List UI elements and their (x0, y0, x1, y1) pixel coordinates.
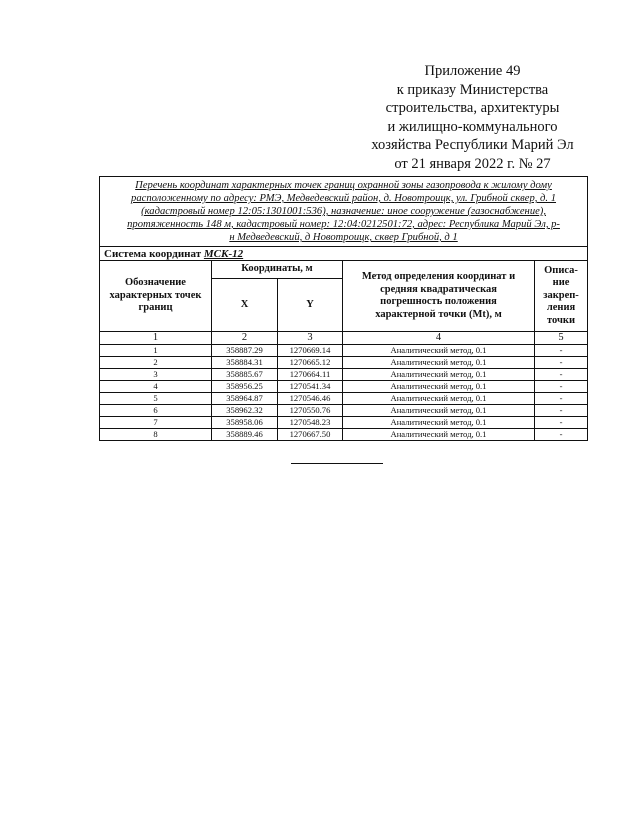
desc-cell: - (535, 417, 588, 429)
y-cell: 1270541.34 (278, 381, 343, 393)
title-line: Перечень координат характерных точек границ охранной зоны газопровода к жилому дому (135, 180, 552, 191)
x-cell: 358958.06 (212, 417, 278, 429)
x-cell: 358885.67 (212, 369, 278, 381)
x-cell: 358884.31 (212, 357, 278, 369)
method-cell: Аналитический метод, 0.1 (343, 393, 535, 405)
desc-cell: - (535, 357, 588, 369)
y-cell: 1270546.46 (278, 393, 343, 405)
method-cell: Аналитический метод, 0.1 (343, 405, 535, 417)
header-line: и жилищно-коммунального (387, 118, 558, 135)
footer-divider (291, 463, 383, 464)
coordinates-table (99, 176, 588, 441)
header-line: строительства, архитектуры (385, 100, 560, 117)
point-cell: 2 (100, 357, 212, 369)
desc-cell: - (535, 429, 588, 441)
x-cell: 358956.25 (212, 381, 278, 393)
table-title (100, 177, 588, 247)
point-cell: 6 (100, 405, 212, 417)
coordinate-system-row (100, 247, 588, 261)
title-line: (кадастровый номер 12:05:1301001:536), назначение: иное сооружение (газоснабжение), (141, 206, 546, 217)
method-cell: Аналитический метод, 0.1 (343, 429, 535, 441)
x-cell: 358887.29 (212, 345, 278, 357)
header-y: Y (278, 279, 343, 332)
point-cell: 8 (100, 429, 212, 441)
x-cell: 358889.46 (212, 429, 278, 441)
title-line: н Медведевский, д Новотроицк, сквер Грибной, д 1 (229, 232, 458, 243)
desc-cell: - (535, 381, 588, 393)
y-cell: 1270548.23 (278, 417, 343, 429)
column-number: 3 (278, 332, 343, 345)
table-row (100, 345, 588, 357)
desc-cell: - (535, 345, 588, 357)
x-cell: 358964.87 (212, 393, 278, 405)
coordinate-system-label: Система координат (104, 247, 202, 260)
table-row (100, 393, 588, 405)
desc-cell: - (535, 369, 588, 381)
point-cell: 4 (100, 381, 212, 393)
point-cell: 7 (100, 417, 212, 429)
table-row (100, 405, 588, 417)
header-description: Описа-ние закреп-ления точки (535, 261, 588, 332)
method-cell: Аналитический метод, 0.1 (343, 345, 535, 357)
table-row (100, 417, 588, 429)
appendix-header (330, 62, 615, 174)
method-cell: Аналитический метод, 0.1 (343, 357, 535, 369)
header-method: Метод определения координат и средняя квадратическая погрешность положения характерной точки (Mt), м (343, 261, 535, 332)
point-cell: 5 (100, 393, 212, 405)
table-row (100, 381, 588, 393)
y-cell: 1270664.11 (278, 369, 343, 381)
desc-cell: - (535, 393, 588, 405)
coordinate-system-name: МСК-12 (203, 247, 244, 260)
header-line: от 21 января 2022 г. № 27 (394, 155, 551, 172)
y-cell: 1270667.50 (278, 429, 343, 441)
header-coordinates: Координаты, м (212, 261, 343, 279)
table-row (100, 429, 588, 441)
method-cell: Аналитический метод, 0.1 (343, 369, 535, 381)
header-line: хозяйства Республики Марий Эл (371, 137, 574, 154)
title-line: протяженность 148 м, кадастровый номер: 12:04:0212501:72, адрес: Республика Марий Эл, р- (127, 219, 560, 230)
header-x: X (212, 279, 278, 332)
column-number: 1 (100, 332, 212, 345)
column-number: 5 (535, 332, 588, 345)
column-number: 4 (343, 332, 535, 345)
point-cell: 1 (100, 345, 212, 357)
desc-cell: - (535, 405, 588, 417)
x-cell: 358962.32 (212, 405, 278, 417)
header-line: к приказу Министерства (396, 81, 549, 98)
column-number: 2 (212, 332, 278, 345)
header-line: Приложение 49 (424, 63, 521, 79)
y-cell: 1270665.12 (278, 357, 343, 369)
method-cell: Аналитический метод, 0.1 (343, 417, 535, 429)
table-row (100, 369, 588, 381)
column-number-row (100, 332, 588, 345)
header-point-designation: Обозначение характерных точек границ (100, 261, 212, 332)
point-cell: 3 (100, 369, 212, 381)
table-row (100, 357, 588, 369)
y-cell: 1270550.76 (278, 405, 343, 417)
title-line: расположенному по адресу: РМЭ, Медведевский район, д. Новотроицк, ул. Грибной сквер, д. 1 (131, 193, 557, 204)
y-cell: 1270669.14 (278, 345, 343, 357)
method-cell: Аналитический метод, 0.1 (343, 381, 535, 393)
